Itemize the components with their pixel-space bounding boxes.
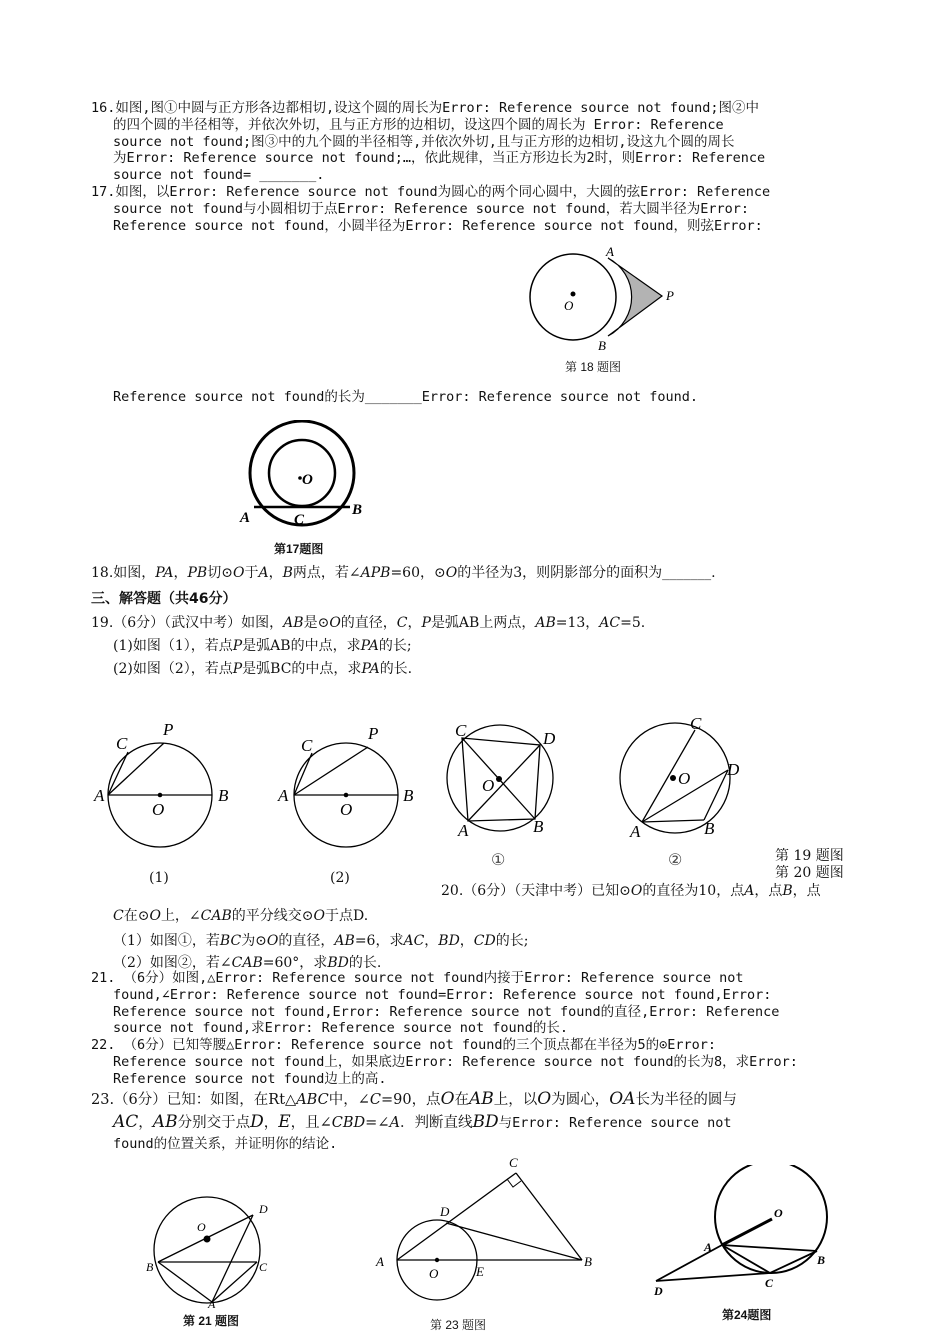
var: PA [361, 660, 380, 677]
label-e: E [476, 1264, 484, 1279]
circle [154, 1197, 260, 1303]
text: ， [263, 1115, 279, 1131]
label-o: O [564, 298, 574, 313]
var: AC [599, 615, 621, 631]
var: ABC [296, 1092, 329, 1108]
text: 23.（6分）已知：如图，在 [91, 1092, 269, 1108]
center-dot [204, 1236, 211, 1243]
center-dot [158, 793, 163, 798]
text: ．判断直线 [399, 1115, 473, 1131]
question-23-line-2 [113, 1114, 732, 1132]
text: 的半径为3，则阴影部分的面积为_______. [457, 565, 716, 581]
text: =60 [390, 565, 420, 581]
figure-20-1 [440, 715, 580, 845]
text: ，点 [411, 1092, 441, 1108]
text: Rt△ [268, 1092, 297, 1108]
text: =5. [620, 615, 646, 631]
question-19 [91, 615, 871, 677]
label-p: P [666, 288, 674, 303]
side-ac [397, 1173, 516, 1260]
var: BC [219, 933, 242, 949]
question-21 [91, 970, 871, 1037]
label-a: A [376, 1254, 384, 1269]
text: 19.（6分）（武汉中考）如图， [91, 615, 284, 631]
text: ，点 [792, 883, 821, 899]
angle-cbd: ∠CBD [319, 1115, 366, 1131]
q17-line: Reference source not found的长为_______Error: Reference source not found. [113, 389, 699, 405]
var: E [278, 1112, 291, 1132]
label-c: C [509, 1155, 518, 1170]
var: C [113, 908, 124, 924]
var: CAB [231, 955, 263, 971]
label-b: B [704, 819, 715, 838]
label-d: D [727, 760, 740, 779]
text: 是弧AB的中点，求 [242, 637, 361, 654]
figure-23 [370, 1155, 600, 1315]
q19-sub-2 [91, 661, 871, 678]
question-20-sub-1 [113, 933, 528, 950]
label-o: O [482, 776, 495, 795]
text: 与Error: Reference source not [498, 1115, 732, 1131]
text: 中， [328, 1092, 358, 1108]
question-23-line-1 [91, 1091, 737, 1109]
var: AB [469, 1089, 494, 1109]
var: O [313, 908, 326, 924]
label-a: A [606, 244, 614, 259]
segment-da [656, 1245, 722, 1281]
var-pa: PA [155, 565, 174, 581]
text: =60°，求 [262, 955, 328, 971]
question-17 [91, 184, 871, 234]
text: 的长; [378, 637, 412, 654]
text: （1）如图①，若 [113, 933, 220, 949]
text: =6，求 [354, 933, 404, 949]
label-o: O [197, 1220, 206, 1234]
segment-dc [656, 1273, 770, 1281]
var: OA [609, 1089, 636, 1109]
center-dot [496, 776, 502, 782]
var: O [266, 933, 279, 949]
text: 在 [454, 1092, 469, 1108]
text: 上，以 [493, 1092, 538, 1108]
label-a: A [94, 786, 105, 805]
circle-o [530, 254, 616, 340]
q17-line: 17.如图，以Error: Reference source not found为圆心的两个同心圆中，大圆的弦Error: Reference [91, 184, 771, 200]
var: P [232, 660, 243, 677]
text: 的直径为10，点 [642, 883, 745, 899]
var: O [630, 883, 643, 899]
label-c: C [690, 714, 702, 733]
label-a: A [704, 1240, 713, 1254]
text: 的直径， [278, 933, 335, 949]
label-b: B [403, 786, 414, 805]
text: 20.（6分）（天津中考）已知⊙ [441, 883, 631, 899]
figure-17-caption: 第17题图 [274, 542, 324, 556]
var: PA [360, 637, 379, 654]
label-p: P [163, 720, 174, 739]
q16-line: 的四个圆的半径相等，并依次外切，且与正方形的边相切，设这四个圆的周长为 Error: Reference [113, 116, 724, 133]
var: AC [403, 933, 425, 949]
question-22 [91, 1037, 871, 1087]
q16-line: source not found= _______. [113, 167, 325, 184]
text: （2）如图②，若∠ [113, 955, 232, 971]
var: O [149, 908, 161, 924]
text: ， [268, 565, 283, 581]
section-3-heading: 三、解答题（共46分） [91, 591, 237, 607]
segment-ab [722, 1245, 817, 1251]
label-c: C [116, 734, 128, 753]
label-p: P [368, 724, 379, 743]
text: 切⊙ [207, 565, 233, 581]
label-a: A [208, 1297, 216, 1310]
label-c: C [765, 1276, 774, 1290]
var: D [250, 1112, 264, 1132]
text: 是⊙ [303, 615, 330, 631]
center-dot [670, 775, 676, 781]
text: ， [424, 933, 439, 949]
figure-19-caption: 第 19 题图 [775, 848, 844, 864]
text: 是弧AB上两点， [430, 615, 536, 631]
var-a: A [258, 565, 269, 581]
figure-21 [140, 1195, 280, 1310]
label-b: B [218, 786, 229, 805]
q21-line: Reference source not found,Error: Reference source not found的直径,Error: Reference [113, 1003, 780, 1020]
label-d: D [259, 1202, 268, 1216]
var: P [421, 615, 431, 631]
text: 于点D. [325, 908, 369, 924]
q21-line: 21. （6分）如图,△Error: Reference source not found内接于Error: Reference source not [91, 970, 744, 986]
label-b: B [146, 1260, 154, 1274]
text: 的长. [348, 955, 382, 971]
text: ， [407, 615, 422, 631]
chord-ab [642, 820, 704, 822]
figure-18-caption: 第 18 题图 [565, 360, 622, 374]
text: 为⊙ [241, 933, 267, 949]
label-b: B [598, 338, 606, 353]
text: 的长; [495, 933, 529, 949]
center-dot [298, 476, 302, 480]
label-o: O [152, 800, 165, 819]
text: 上，∠ [160, 908, 201, 924]
side-cb [516, 1173, 582, 1260]
text: ，点 [754, 883, 783, 899]
question-16 [91, 100, 871, 184]
var: AB [535, 615, 556, 631]
text: 为圆心， [551, 1092, 610, 1108]
q16-line: source not found;图③中的九个圆的半径相等,并依次外切,且与正方形的边相切,设这九个圆的周长 [113, 133, 735, 150]
q17-line: source not found与小圆相切于点Error: Reference source not found，若大圆半径为Error: [113, 200, 750, 217]
var: BD [327, 955, 349, 971]
var: O [329, 615, 341, 631]
label-d: D [440, 1204, 450, 1219]
label-b: B [584, 1254, 592, 1269]
text: (1)如图（1），若点 [113, 637, 233, 654]
question-18 [91, 565, 871, 582]
text: =90 [380, 1092, 412, 1108]
var: AB [334, 933, 355, 949]
var: A [744, 883, 755, 899]
angle-a: =∠A [365, 1115, 400, 1131]
var: C [396, 615, 408, 631]
var-o: O [445, 565, 458, 581]
q21-line: source not found,求Error: Reference source not found的长. [113, 1020, 569, 1037]
figure-20-1-caption: ① [491, 850, 506, 869]
figure-19-1-caption: (1) [149, 870, 169, 886]
center-dot [571, 292, 576, 297]
label-a: A [458, 821, 469, 840]
var: O [440, 1089, 455, 1109]
label-b: B [352, 502, 363, 518]
text: ， [173, 565, 188, 581]
text: 的直径， [340, 615, 397, 631]
text: 18.如图， [91, 565, 156, 581]
text: 是弧BC的中点，求 [242, 660, 362, 677]
figure-24 [650, 1165, 840, 1305]
figure-18 [520, 240, 690, 355]
label-a: A [278, 786, 289, 805]
chord-ad [212, 1215, 253, 1302]
var: AB [152, 1112, 178, 1132]
text: 长为半径的圆与 [635, 1092, 737, 1108]
figure-17 [232, 420, 372, 532]
var: AB [283, 615, 304, 631]
q21-line: found,∠Error: Reference source not found=Error: Reference source not found,Error: [113, 986, 772, 1003]
right-angle-mark [507, 1179, 521, 1187]
text: 两点，若 [292, 565, 349, 581]
figure-23-caption: 第 23 题图 [430, 1318, 487, 1332]
q16-line: 为Error: Reference source not found;…，依此规律，当正方形边长为2时，则Error: Reference [113, 150, 766, 167]
center-dot [344, 793, 349, 798]
label-c: C [301, 736, 313, 755]
label-c: C [259, 1260, 268, 1274]
var-b: B [282, 565, 293, 581]
q22-line: 22. （6分）已知等腰△Error: Reference source not found的三个顶点都在半径为5的⊙Error: [91, 1037, 717, 1053]
label-a: A [630, 822, 641, 841]
label-a: A [240, 510, 251, 526]
text: =13， [555, 615, 600, 631]
var: BD [438, 933, 460, 949]
figure-21-caption: 第 21 题图 [183, 1314, 240, 1328]
figure-19-2-caption: (2) [330, 870, 350, 886]
q19-sub-1 [91, 638, 871, 655]
text: ， [138, 1115, 153, 1131]
q17-line: Reference source not found，小圆半径为Error: Reference source not found，则弦Error: [113, 217, 763, 234]
var: BD [472, 1112, 499, 1132]
segment-ac [722, 1245, 770, 1273]
label-o: O [774, 1206, 783, 1220]
var: CD [473, 933, 496, 949]
angle-c: ∠C [357, 1092, 381, 1108]
segment-bc [770, 1251, 817, 1273]
var: O [537, 1089, 552, 1109]
q22-line: Reference source not found上，如果底边Error: Reference source not found的长为8，求Error: [113, 1053, 798, 1070]
var: AC [113, 1112, 139, 1132]
q22-line: Reference source not found边上的高. [113, 1070, 387, 1087]
label-c: C [294, 512, 305, 528]
label-d: D [654, 1284, 663, 1298]
segment-db [446, 1223, 582, 1260]
text: 分别交于点 [177, 1115, 251, 1131]
question-20-line-2 [113, 908, 368, 925]
center-dot [435, 1258, 439, 1262]
label-c: C [455, 721, 467, 740]
text: ，且 [290, 1115, 320, 1131]
figure-20-2-caption: ② [668, 850, 683, 869]
var: P [232, 637, 243, 654]
q16-line: 16.如图,图①中圆与正方形各边都相切,设这个圆的周长为Error: Reference source not found;图②中 [91, 100, 759, 116]
label-o: O [678, 769, 691, 788]
label-d: D [543, 729, 556, 748]
text: ， [459, 933, 474, 949]
text: 的长. [379, 660, 413, 677]
text: 的平分线交⊙ [231, 908, 314, 924]
figure-19-1 [90, 715, 240, 855]
text: 于 [244, 565, 259, 581]
chord-ac [108, 752, 128, 795]
segment-ao [722, 1219, 772, 1245]
text: ，⊙ [419, 565, 446, 581]
text: (2)如图（2），若点 [113, 660, 233, 677]
figure-19-2 [270, 715, 420, 855]
angle-apb: ∠APB [348, 565, 391, 581]
side-ba [158, 1262, 212, 1302]
figure-20-2 [610, 710, 750, 845]
var-o: O [232, 565, 245, 581]
figure-24-caption: 第24题图 [722, 1308, 772, 1322]
figure-20-caption: 第 20 题图 [775, 865, 844, 881]
label-b: B [817, 1253, 826, 1267]
label-o: O [429, 1266, 439, 1281]
var: B [782, 883, 793, 899]
text: 在⊙ [123, 908, 150, 924]
question-20-line-1 [441, 883, 821, 900]
var-pb: PB [187, 565, 208, 581]
label-b: B [533, 817, 544, 836]
q19-line [91, 615, 871, 632]
label-o: O [340, 800, 353, 819]
var: CAB [200, 908, 232, 924]
label-o: O [302, 472, 313, 488]
q23-line-3: found的位置关系，并证明你的结论. [113, 1136, 338, 1152]
